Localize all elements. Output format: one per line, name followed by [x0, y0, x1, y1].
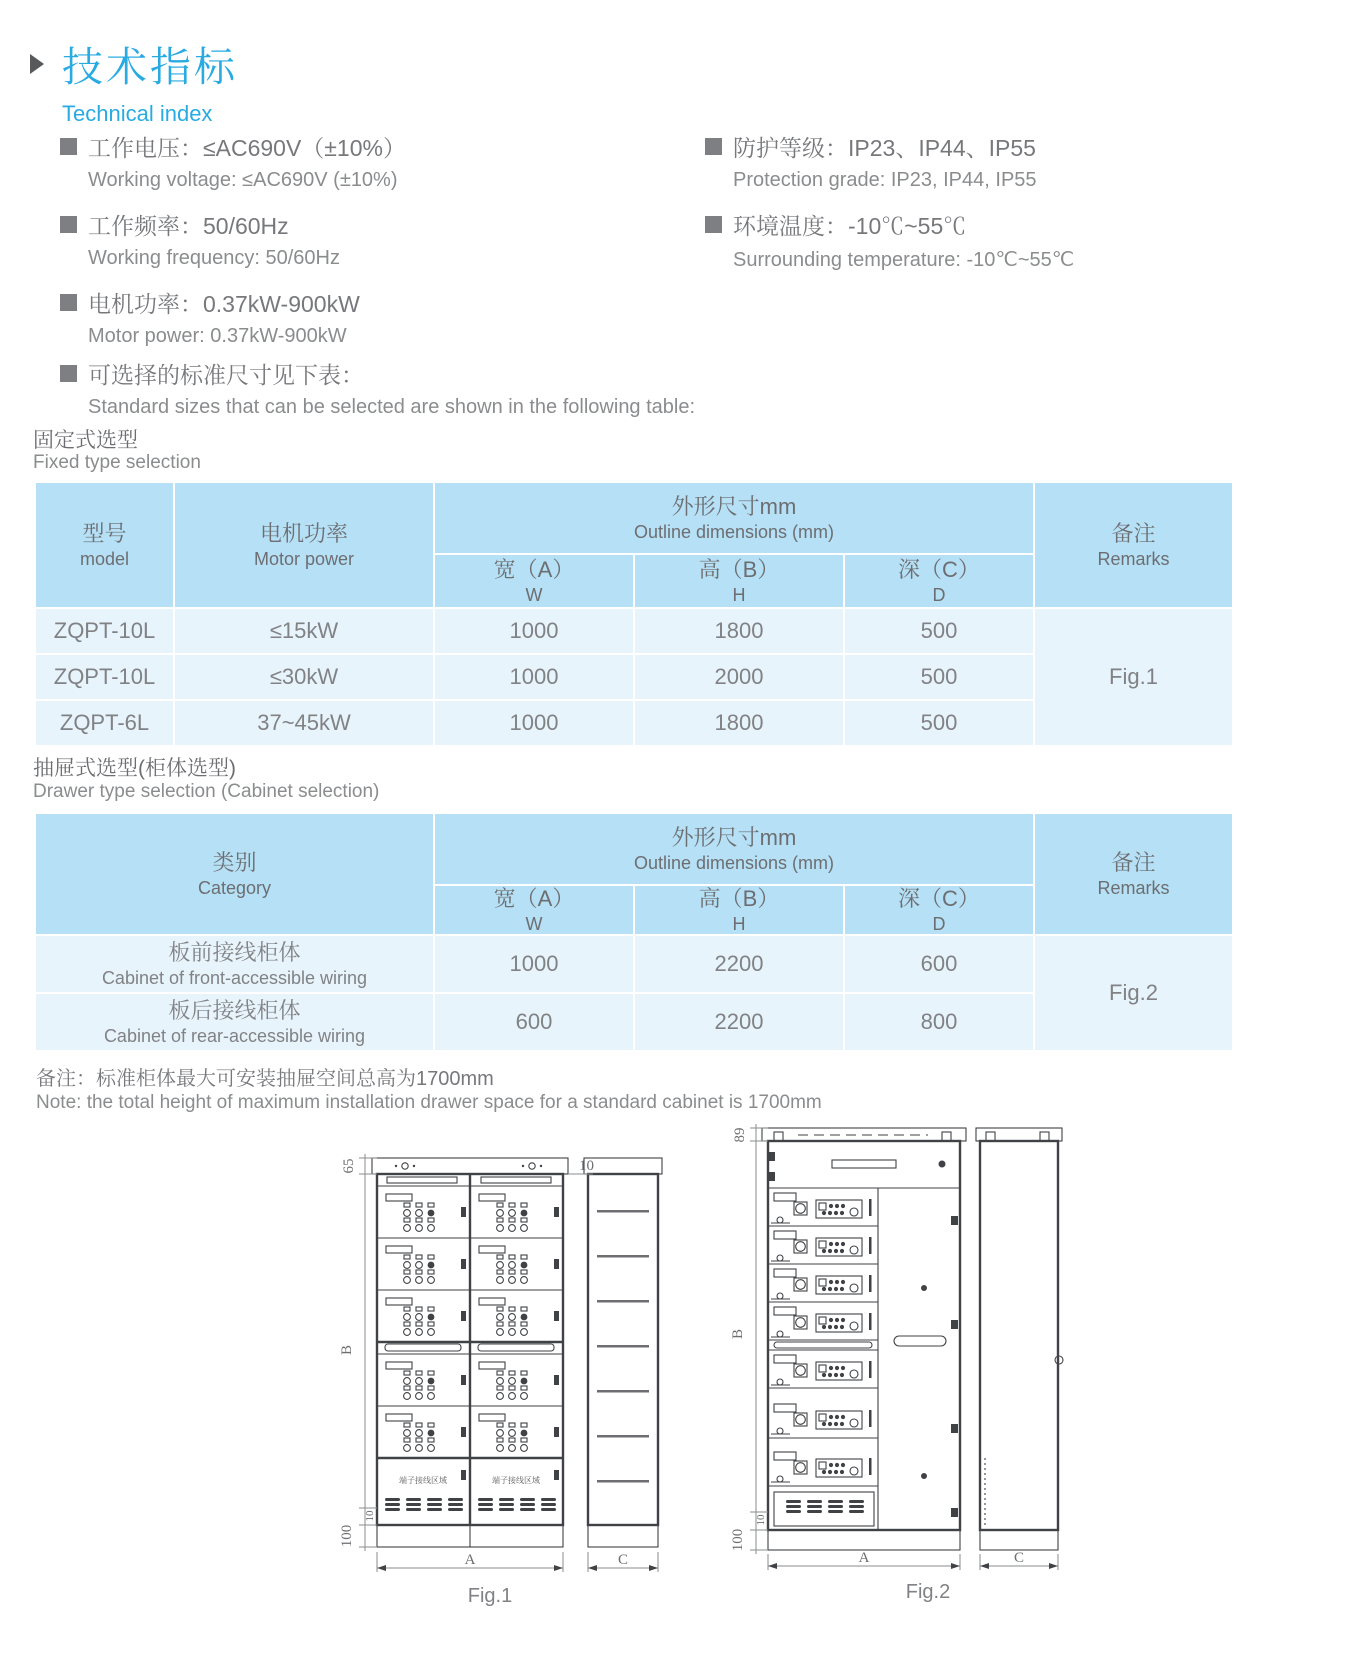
header-en: Outline dimensions (mm)	[633, 852, 835, 873]
header-zh: 高（B）	[698, 557, 780, 582]
group-header-outline-dimensions	[435, 814, 1033, 884]
fig2-drawing	[728, 1108, 1073, 1606]
fig2-dim-base: 100	[730, 1528, 746, 1552]
spec-en-text: Working voltage: ≤AC690V (±10%)	[88, 169, 398, 191]
cell-model: ZQPT-6L	[36, 701, 173, 745]
spec-en-text: Surrounding temperature: -10℃~55℃	[733, 249, 1075, 271]
table-intro	[60, 357, 960, 435]
cell-width: 1000	[435, 936, 633, 992]
header-zh: 备注	[1111, 850, 1156, 875]
cell-height: 2000	[635, 655, 843, 699]
drawer-type-table	[36, 814, 1232, 1050]
fig1-drawing	[335, 1140, 665, 1610]
spec-item	[705, 130, 1325, 163]
category-zh: 板前接线柜体	[168, 940, 301, 965]
spec-item	[60, 130, 680, 163]
drawer-section-title-en: Drawer type selection (Cabinet selection)	[33, 781, 380, 802]
spec-item	[60, 357, 960, 390]
fig1-dim-base: 100	[339, 1524, 355, 1548]
cell-height: 2200	[635, 994, 843, 1050]
cell-power: ≤15kW	[175, 609, 433, 653]
col-header-width	[435, 555, 633, 607]
spec-zh-text: 电机功率：0.37kW-900kW	[88, 291, 360, 317]
note-en: Note: the total height of maximum installation drawer space for a standard cabinet is 1700mm	[36, 1092, 822, 1113]
page-subtitle: Technical index	[62, 101, 213, 126]
col-header-depth	[845, 886, 1033, 934]
col-header-height	[635, 886, 843, 934]
col-header-model	[36, 483, 173, 607]
fig1-side-view	[584, 1158, 662, 1547]
fig1-caption: Fig.1	[467, 1585, 513, 1607]
category-zh: 板后接线柜体	[168, 998, 301, 1023]
fig2-door-panel	[894, 1216, 958, 1517]
fig2-dim-top: 89	[732, 1127, 748, 1143]
spec-zh-text: 工作频率：50/60Hz	[88, 213, 289, 239]
cell-depth: 600	[845, 936, 1033, 992]
spec-item	[60, 286, 680, 319]
cell-category	[36, 936, 433, 992]
spec-zh-text: 工作电压：≤AC690V（±10%）	[88, 135, 406, 161]
fig1-dim-vent: 10	[364, 1510, 376, 1522]
page-title: 技术指标	[62, 44, 238, 90]
cell-height: 1800	[635, 609, 843, 653]
note-zh: 备注：标准柜体最大可安装抽屉空间总高为1700mm	[36, 1068, 494, 1090]
header-zh: 深（C）	[898, 886, 980, 911]
fixed-section-title-zh: 固定式选型	[33, 429, 138, 452]
header-en: Outline dimensions (mm)	[633, 521, 835, 542]
header-en: Remarks	[1097, 877, 1170, 898]
fig2-dim-depth: C	[1013, 1550, 1025, 1566]
col-header-width	[435, 886, 633, 934]
fig1-front-view	[372, 1158, 568, 1547]
col-header-category	[36, 814, 433, 934]
cell-remark-fig2: Fig.2	[1035, 936, 1232, 1050]
col-header-depth	[845, 555, 1033, 607]
header-zh: 外形尺寸mm	[671, 494, 797, 519]
fig2-dimensions	[730, 1124, 1058, 1570]
header-en: model	[79, 548, 130, 569]
square-bullet-icon	[60, 294, 77, 311]
spec-en-text: Motor power: 0.37kW-900kW	[88, 325, 347, 347]
spec-en-text: Protection grade: IP23, IP44, IP55	[733, 169, 1037, 191]
fig2-vent-box	[774, 1492, 874, 1526]
header-en: D	[932, 584, 946, 605]
fig1-dim-depth: C	[617, 1552, 629, 1568]
cell-height: 2200	[635, 936, 843, 992]
header-en: Category	[197, 877, 272, 898]
cell-category	[36, 994, 433, 1050]
spec-list-right	[705, 130, 1325, 288]
header-en: D	[932, 913, 946, 934]
table-intro-zh: 可选择的标准尺寸见下表：	[88, 362, 364, 388]
header-zh: 类别	[212, 850, 257, 875]
header-zh: 备注	[1111, 521, 1156, 546]
header-zh: 型号	[82, 521, 127, 546]
fig2-front-view	[762, 1128, 966, 1550]
cell-power: ≤30kW	[175, 655, 433, 699]
fig2-dim-vent: 10	[755, 1514, 767, 1526]
square-bullet-icon	[705, 216, 722, 233]
fixed-section-title-en: Fixed type selection	[33, 452, 201, 473]
col-header-remarks	[1035, 814, 1232, 934]
category-en: Cabinet of front-accessible wiring	[101, 967, 368, 988]
spec-zh-text: 环境温度：-10℃~55℃	[733, 213, 967, 239]
header-en: W	[525, 913, 543, 934]
group-header-outline-dimensions	[435, 483, 1033, 553]
header-zh: 电机功率	[259, 521, 348, 546]
cell-depth: 500	[845, 701, 1033, 745]
cell-width: 600	[435, 994, 633, 1050]
fig1-dim-top: 65	[341, 1158, 357, 1174]
cell-depth: 800	[845, 994, 1033, 1050]
square-bullet-icon	[705, 138, 722, 155]
header-zh: 宽（A）	[493, 557, 575, 582]
terminal-area-label: 端子接线区域	[492, 1476, 540, 1485]
header-en: Motor power	[253, 548, 355, 569]
arrow-bullet-icon	[30, 54, 44, 74]
fig2-caption: Fig.2	[905, 1581, 951, 1603]
header-zh: 高（B）	[698, 886, 780, 911]
spec-en-text: Working frequency: 50/60Hz	[88, 247, 340, 269]
fig2-dim-width: A	[858, 1550, 870, 1566]
terminal-area-label: 端子接线区域	[399, 1476, 447, 1485]
cell-width: 1000	[435, 655, 633, 699]
col-header-motor-power	[175, 483, 433, 607]
header-en: H	[732, 913, 746, 934]
col-header-height	[635, 555, 843, 607]
spec-item	[60, 208, 680, 241]
category-en: Cabinet of rear-accessible wiring	[103, 1025, 366, 1046]
drawer-section-title-zh: 抽屉式选型(柜体选型)	[33, 757, 236, 780]
cell-depth: 500	[845, 609, 1033, 653]
fig1-terminal-area	[385, 1470, 559, 1511]
square-bullet-icon	[60, 216, 77, 233]
table-intro-en: Standard sizes that can be selected are shown in the following table:	[88, 396, 696, 418]
col-header-remarks	[1035, 483, 1232, 607]
spec-list-left	[60, 130, 680, 364]
fig1-dim-width: A	[464, 1552, 476, 1568]
cell-model: ZQPT-10L	[36, 655, 173, 699]
fig1-dim-top-right: 10	[579, 1158, 594, 1174]
cell-depth: 500	[845, 655, 1033, 699]
cell-width: 1000	[435, 701, 633, 745]
header-zh: 宽（A）	[493, 886, 575, 911]
square-bullet-icon	[60, 138, 77, 155]
header-en: W	[525, 584, 543, 605]
header-en: H	[732, 584, 746, 605]
page-header	[30, 34, 238, 127]
fig2-side-view	[976, 1128, 1063, 1550]
fig1-dim-height: B	[339, 1344, 355, 1356]
header-zh: 深（C）	[898, 557, 980, 582]
cell-width: 1000	[435, 609, 633, 653]
spec-item	[705, 208, 1325, 241]
cell-height: 1800	[635, 701, 843, 745]
spec-zh-text: 防护等级：IP23、IP44、IP55	[733, 135, 1036, 161]
cell-remark-fig1: Fig.1	[1035, 609, 1232, 745]
cell-power: 37~45kW	[175, 701, 433, 745]
header-zh: 外形尺寸mm	[671, 825, 797, 850]
header-en: Remarks	[1097, 548, 1170, 569]
square-bullet-icon	[60, 365, 77, 382]
cell-model: ZQPT-10L	[36, 609, 173, 653]
fixed-type-table	[36, 483, 1232, 745]
fig2-dim-height: B	[730, 1328, 746, 1340]
